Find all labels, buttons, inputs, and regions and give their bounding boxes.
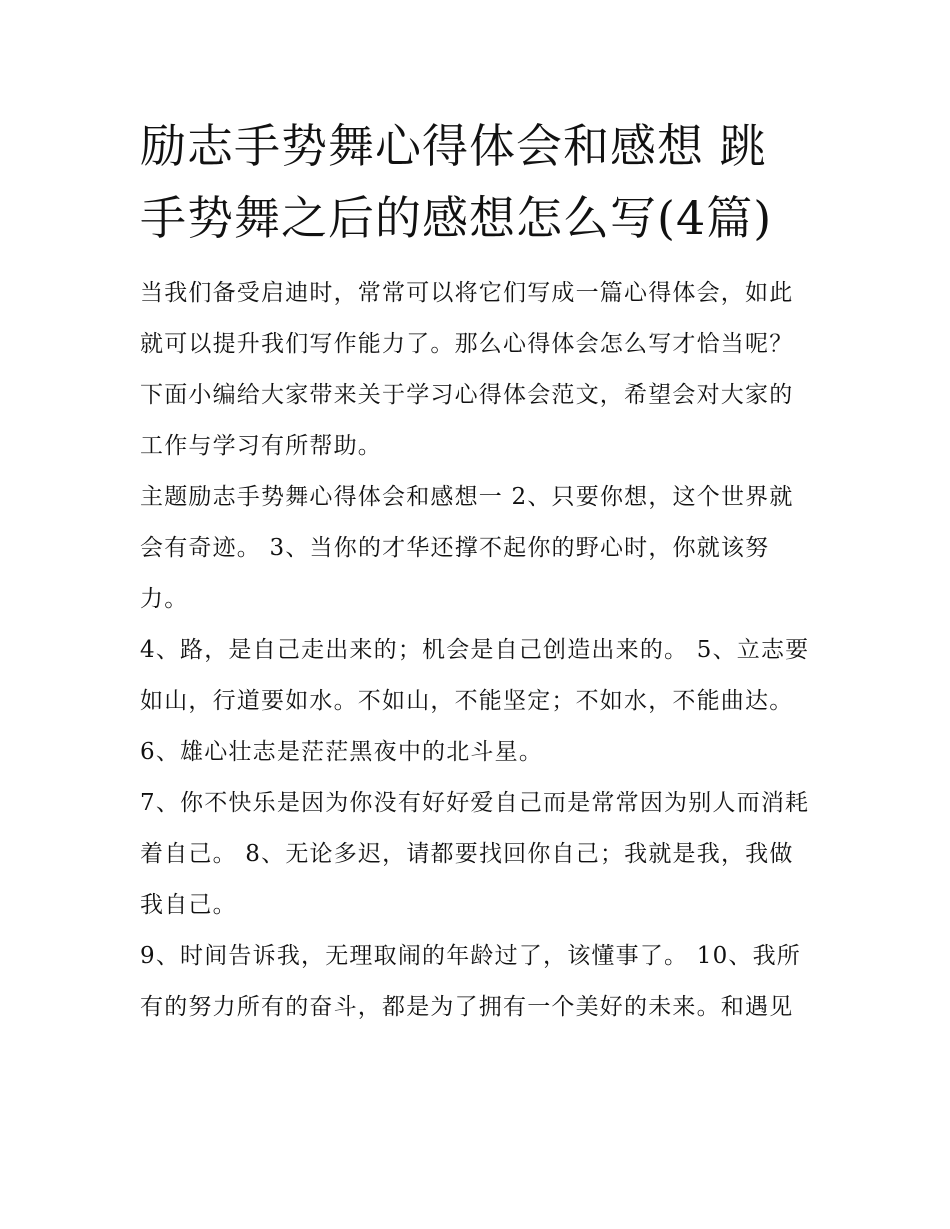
paragraph-quotes-2: 4、路，是自己走出来的；机会是自己创造出来的。 5、立志要如山，行道要如水。不如山，不能坚定；不如水，不能曲达。 6、雄心壮志是茫茫黑夜中的北斗星。 — [140, 637, 810, 765]
paragraph-intro: 当我们备受启迪时，常常可以将它们写成一篇心得体会，如此就可以提升我们写作能力了。那么心得体会怎么写才恰当呢？下面小编给大家带来关于学习心得体会范文，希望会对大家的工作与学习有所帮助。 — [140, 280, 794, 459]
paragraph-quotes-1: 主题励志手势舞心得体会和感想一 2、只要你想，这个世界就会有奇迹。 3、当你的才华还撑不起你的野心时，你就该努力。 — [140, 484, 794, 612]
document-page — [140, 110, 812, 1033]
paragraph-quotes-4: 9、时间告诉我，无理取闹的年龄过了，该懂事了。 10、我所有的努力所有的奋斗，都是为了拥有一个美好的未来。和遇见 — [140, 943, 802, 1020]
paragraph-quotes-3: 7、你不快乐是因为你没有好好爱自己而是常常因为别人而消耗着自己。 8、无论多迟，请都要找回你自己；我就是我，我做我自己。 — [140, 790, 810, 918]
document-title: 励志手势舞心得体会和感想 跳手势舞之后的感想怎么写(4篇) — [140, 119, 773, 245]
